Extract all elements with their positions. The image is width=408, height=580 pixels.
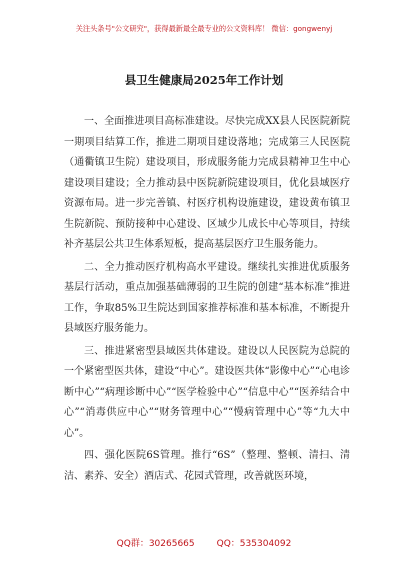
paragraph-2: 二、全力推动医疗机构高水平建设。继续扎实推进优质服务基层行活动，重点加强基础薄弱的卫生院的创建“基本标准”推进工作，争取85%卫生院达到国家推荐标准和基本标准，不断提升县域医疗服务能力。 [64, 261, 350, 334]
paragraph-3: 三、推进紧密型县域医共体建设。建设以人民医院为总院的一个紧密型医共体，建设“中心”。建设医共体“影像中心”“心电诊断中心”“病理诊断中心”“医学检验中心”“信息中心”“医养结合中心”“消毒供应中心”“财务管理中心”“慢病管理中心”等“九大中心”。 [64, 345, 350, 439]
footer-qq-group: QQ群：30265665 [116, 539, 195, 549]
document-body [64, 112, 350, 487]
footer-qq: QQ：535304092 [216, 539, 292, 549]
footer-contacts [0, 536, 408, 549]
paragraph-1: 一、全面推进项目高标准建设。尽快完成XX县人民医院新院一期项目结算工作，推进二期项目建设落地；完成第三人民医院（通衢镇卫生院）建设项目，形成服务能力完成县精神卫生中心建设项目建设；全力推动县中医院新院建设项目，优化县域医疗资源布局。进一步完善镇、村医疗机构设施建设，建设黄布镇卫生院新院、预防接种中心建设、区域少儿成长中心等项目，持续补齐基层公共卫生体系短板，提高基层医疗卫生服务能力。 [64, 116, 350, 250]
paragraph-4: 四、强化医院6S管理。推行“6S”（整理、整顿、清扫、清洁、素养、安全）酒店式、花园式管理，改善就医环境， [64, 450, 350, 482]
header-promo-text: 关注头条号"公文研究"，获得最新最全最专业的公文资料库！ 微信：gongwenyj [75, 24, 333, 33]
document-title: 县卫生健康局2025年工作计划 [124, 73, 284, 87]
